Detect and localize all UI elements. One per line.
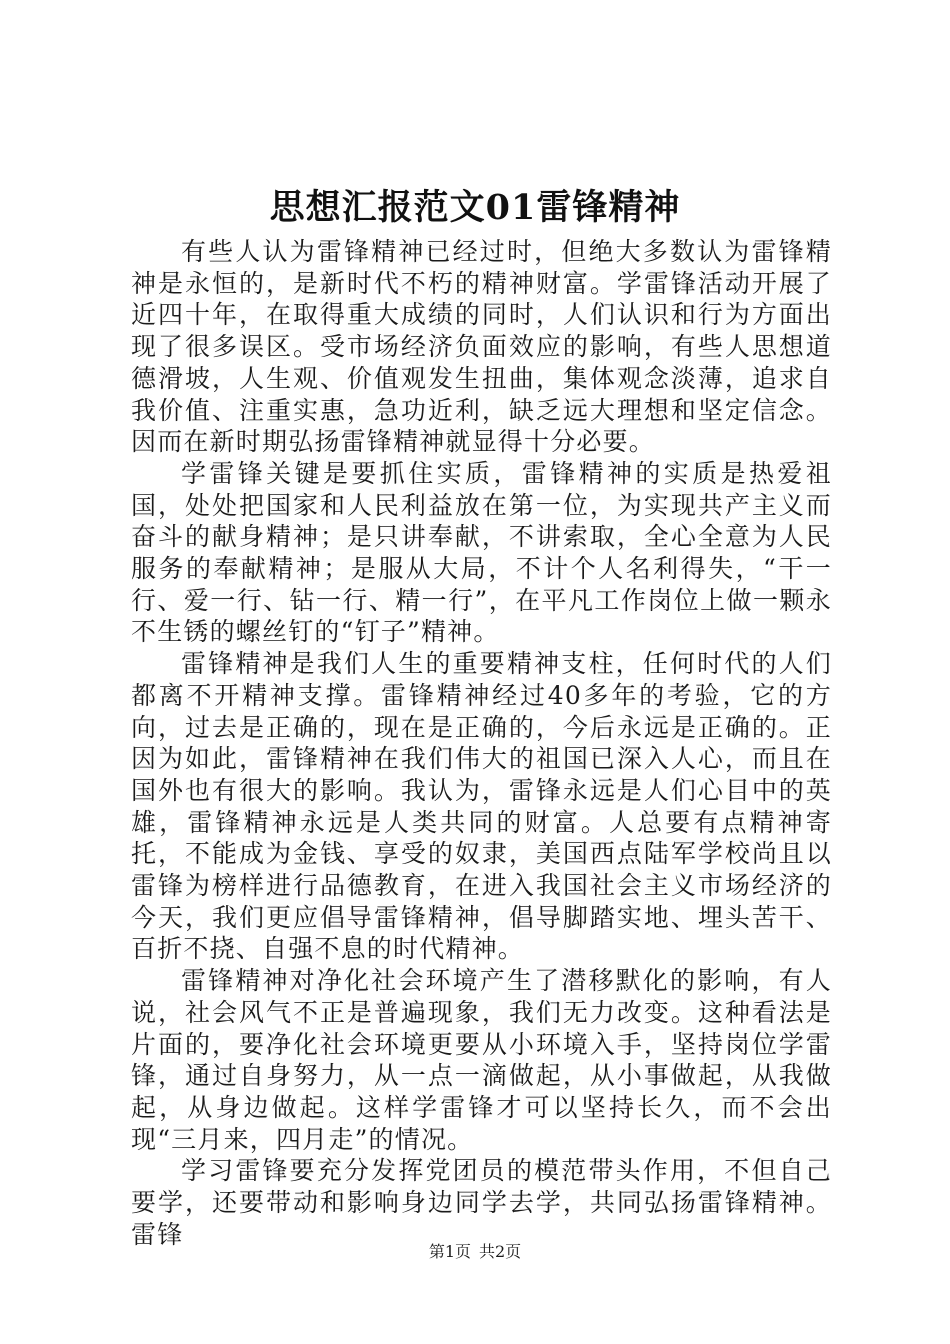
page-total: 共2页: [479, 1242, 522, 1261]
document-body: [131, 236, 832, 1251]
paragraph: 雷锋精神对净化社会环境产生了潜移默化的影响，有人说，社会风气不正是普遍现象，我们无力改变。这种看法是片面的，要净化社会环境更要从小环境入手，坚持岗位学雷锋，通过自身努力，从一点一滴做起，从小事做起，从我做起，从身边做起。这样学雷锋才可以坚持长久，而不会出现“三月来，四月走”的情况。: [131, 966, 832, 1154]
paragraph: 学习雷锋要充分发挥党团员的模范带头作用，不但自己要学，还要带动和影响身边同学去学，共同弘扬雷锋精神。雷锋: [131, 1156, 832, 1249]
paragraph: 雷锋精神是我们人生的重要精神支柱，任何时代的人们都离不开精神支撑。雷锋精神经过40多年的考验，它的方向，过去是正确的，现在是正确的，今后永远是正确的。正因为如此，雷锋精神在我们伟大的祖国已深入人心，而且在国外也有很大的影响。我认为，雷锋永远是人们心目中的英雄，雷锋精神永远是人类共同的财富。人总要有点精神寄托，不能成为金钱、享受的奴隶，美国西点陆军学校尚且以雷锋为榜样进行品德教育，在进入我国社会主义市场经济的今天，我们更应倡导雷锋精神，倡导脚踏实地、埋头苦干、百折不挠、自强不息的时代精神。: [131, 649, 832, 964]
document-title: 思想汇报范文01雷锋精神: [269, 187, 681, 228]
paragraph: 学雷锋关键是要抓住实质，雷锋精神的实质是热爱祖国，处处把国家和人民利益放在第一位，为实现共产主义而奋斗的献身精神；是只讲奉献，不讲索取，全心全意为人民服务的奉献精神；是服从大局，不计个人名利得失，“干一行、爱一行、钻一行、精一行”，在平凡工作岗位上做一颗永不生锈的螺丝钉的“钉子”精神。: [131, 458, 832, 647]
page-number: 第1页: [428, 1242, 471, 1261]
page-footer: [0, 1242, 950, 1262]
paragraph: 有些人认为雷锋精神已经过时，但绝大多数认为雷锋精神是永恒的，是新时代不朽的精神财富。学雷锋活动开展了近四十年，在取得重大成绩的同时，人们认识和行为方面出现了很多误区。受市场经济负面效应的影响，有些人思想道德滑坡，人生观、价值观发生扭曲，集体观念淡薄，追求自我价值、注重实惠，急功近利，缺乏远大理想和坚定信念。因而在新时期弘扬雷锋精神就显得十分必要。: [131, 237, 832, 457]
